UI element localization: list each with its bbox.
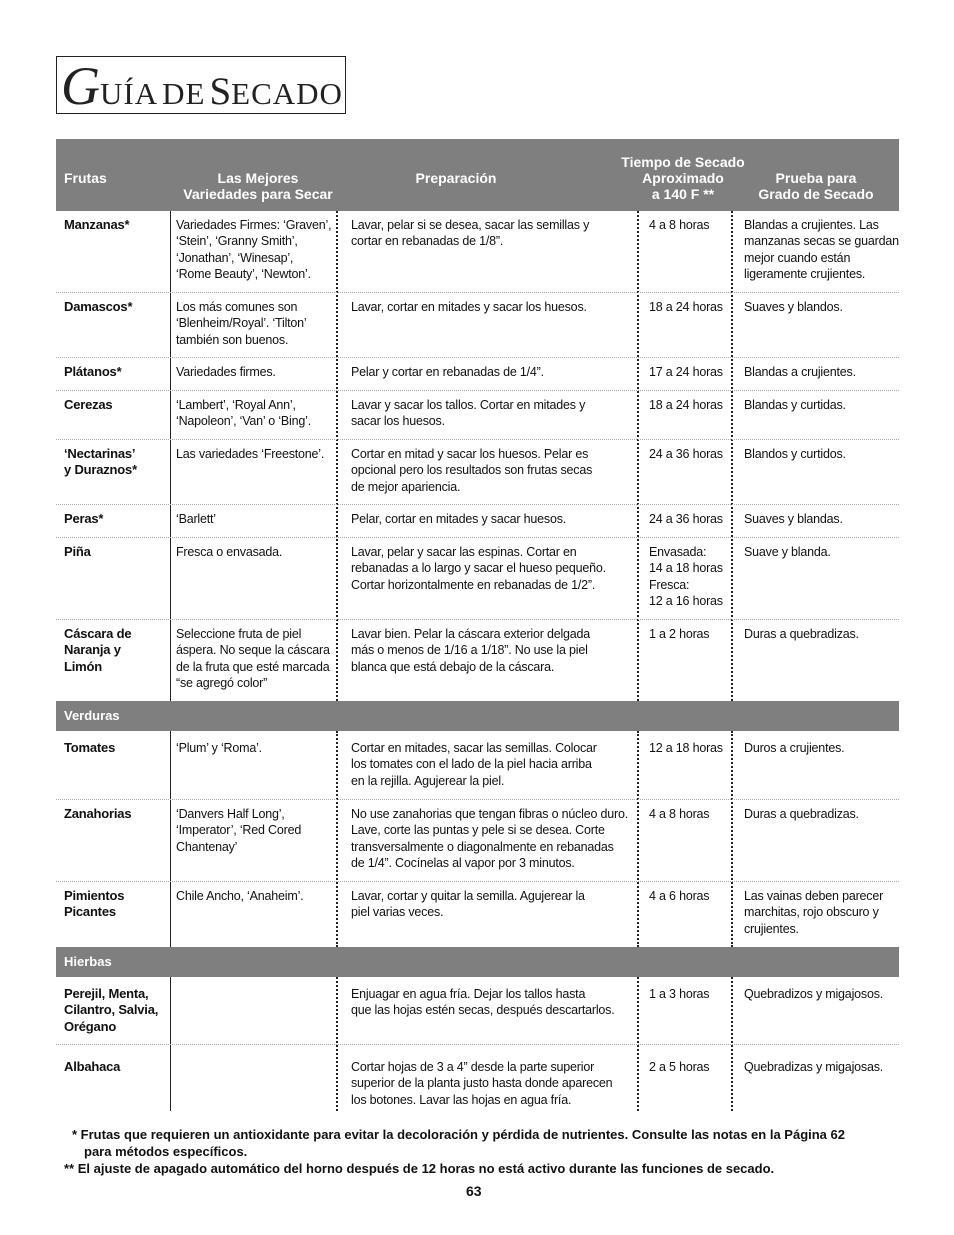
- row-variety: Los más comunes son ‘Blenheim/Royal’. ‘Tilton’ también son buenos.: [176, 300, 307, 347]
- title-s: S: [209, 70, 232, 113]
- row-variety: Chile Ancho, ‘Anaheim’.: [176, 889, 304, 903]
- row-test: Suave y blanda.: [744, 545, 831, 559]
- row-variety: Variedades firmes.: [176, 365, 276, 379]
- row-name: ‘Nectarinas’ y Duraznos*: [64, 446, 137, 478]
- title-uia: UÍA: [100, 76, 159, 111]
- row-separator: [56, 504, 899, 505]
- title-de: DE: [162, 76, 206, 111]
- row-test: Blandas y curtidas.: [744, 398, 846, 412]
- row-time: 2 a 5 horas: [649, 1060, 710, 1074]
- row-preparation: Cortar en mitades, sacar las semillas. Colocar los tomates con el lado de la piel hacia arriba en la rejilla. Agujerear la piel.: [351, 741, 597, 788]
- page-number: 63: [466, 1183, 482, 1199]
- row-preparation: Cortar en mitad y sacar los huesos. Pelar es opcional pero los resultados son frutas secas de mejor apariencia.: [351, 447, 593, 494]
- row-preparation: Lavar, pelar y sacar las espinas. Cortar en rebanadas a lo largo y sacar el hueso pequeño. Cortar horizontalmente en rebanadas de 1/2”.: [351, 545, 606, 592]
- table-header: [56, 139, 899, 211]
- row-variety: ‘Lambert’, ‘Royal Ann’, ‘Napoleon’, ‘Van’ o ‘Bing’.: [176, 398, 311, 429]
- row-test: Suaves y blandas.: [744, 512, 843, 526]
- row-variety: Seleccione fruta de piel áspera. No seque la cáscara de la fruta que esté marcada “se agregó color”: [176, 627, 330, 691]
- row-name: Cerezas: [64, 397, 113, 412]
- row-separator: [56, 292, 899, 293]
- column-divider-dotted: [336, 731, 338, 947]
- row-separator: [56, 390, 899, 391]
- row-test: Suaves y blandos.: [744, 300, 843, 314]
- row-separator: [56, 619, 899, 620]
- column-divider-dotted: [731, 211, 733, 701]
- row-variety: Las variedades ‘Freestone’.: [176, 447, 325, 461]
- row-preparation: Enjuagar en agua fría. Dejar los tallos hasta que las hojas estén secas, después descartarlos.: [351, 987, 615, 1018]
- row-time: 17 a 24 horas: [649, 365, 723, 379]
- row-preparation: Lavar, pelar si se desea, sacar las semillas y cortar en rebanadas de 1/8”.: [351, 218, 590, 249]
- row-separator: [56, 537, 899, 538]
- row-test: Duras a quebradizas.: [744, 627, 859, 641]
- row-preparation: Pelar, cortar en mitades y sacar huesos.: [351, 512, 567, 526]
- header-tiempo: Tiempo de Secado Aproximado a 140 F **: [621, 154, 745, 202]
- row-name: Zanahorias: [64, 806, 132, 821]
- column-divider: [170, 211, 171, 701]
- row-test: Duras a quebradizas.: [744, 807, 859, 821]
- header-variedades: Las Mejores Variedades para Secar: [183, 170, 333, 202]
- column-divider-dotted: [336, 211, 338, 701]
- row-test: Quebradizos y migajosos.: [744, 987, 884, 1001]
- section-hierbas: Hierbas: [56, 947, 899, 977]
- header-prueba: Prueba para Grado de Secado: [758, 170, 874, 202]
- row-test: Blandas a crujientes. Las manzanas secas se guardan mejor cuando están ligeramente crujientes.: [744, 218, 899, 282]
- row-test: Duros a crujientes.: [744, 741, 845, 755]
- row-variety: Fresca o envasada.: [176, 545, 283, 559]
- row-name: Pimientos Picantes: [64, 888, 125, 920]
- row-separator: [56, 881, 899, 882]
- footnote-antioxidant: * Frutas que requieren un antioxidante para evitar la decoloración y pérdida de nutrientes. Consulte las notas en la Página 62: [72, 1127, 845, 1142]
- row-name: Tomates: [64, 740, 116, 755]
- row-preparation: Pelar y cortar en rebanadas de 1/4”.: [351, 365, 544, 379]
- row-name: Plátanos*: [64, 364, 122, 379]
- row-time: 4 a 6 horas: [649, 889, 710, 903]
- row-time: 18 a 24 horas: [649, 398, 723, 412]
- row-time: 4 a 8 horas: [649, 218, 710, 232]
- page-title-box: [56, 56, 346, 114]
- row-time: Envasada: 14 a 18 horas Fresca: 12 a 16 horas: [649, 545, 723, 609]
- row-name: Damascos*: [64, 299, 133, 314]
- row-test: Quebradizas y migajosas.: [744, 1060, 884, 1074]
- section-verduras: Verduras: [56, 701, 899, 731]
- row-separator: [56, 799, 899, 800]
- row-preparation: Lavar, cortar en mitades y sacar los huesos.: [351, 300, 587, 314]
- row-name: Manzanas*: [64, 217, 130, 232]
- drying-guide-table: [56, 139, 899, 1111]
- column-divider-dotted: [637, 211, 639, 701]
- row-test: Blandos y curtidos.: [744, 447, 846, 461]
- row-time: 12 a 18 horas: [649, 741, 723, 755]
- row-name: Perejil, Menta, Cilantro, Salvia, Orégano: [64, 986, 159, 1034]
- row-time: 1 a 2 horas: [649, 627, 710, 641]
- row-preparation: No use zanahorias que tengan fibras o núcleo duro. Lave, corte las puntas y pele si se desea. Corte transversalmente o diagonalmente en rebanadas de 1/4”. Cocínelas al vapor por 3 minutos.: [351, 807, 628, 871]
- row-test: Blandas a crujientes.: [744, 365, 856, 379]
- row-variety: ‘Plum’ y ‘Roma’.: [176, 741, 262, 755]
- header-frutas: Frutas: [64, 170, 107, 186]
- row-name: Albahaca: [64, 1059, 121, 1074]
- column-divider-dotted: [637, 731, 639, 947]
- row-variety: ‘Barlett’: [176, 512, 216, 526]
- column-divider-dotted: [731, 731, 733, 947]
- row-preparation: Lavar bien. Pelar la cáscara exterior delgada más o menos de 1/16 a 1/18”. No use la piel blanca que está debajo de la cáscara.: [351, 627, 591, 674]
- row-preparation: Cortar hojas de 3 a 4” desde la parte superior superior de la planta justo hasta donde aparecen los botones. Lavar las hojas en agua fría.: [351, 1060, 613, 1107]
- column-divider: [170, 731, 171, 947]
- row-test: Las vainas deben parecer marchitas, rojo obscuro y crujientes.: [744, 889, 884, 936]
- row-name: Cáscara de Naranja y Limón: [64, 626, 132, 674]
- footnote-oven-shutoff: ** El ajuste de apagado automático del horno después de 12 horas no está activo durante las funciones de secado.: [64, 1161, 775, 1176]
- row-time: 1 a 3 horas: [649, 987, 710, 1001]
- row-time: 24 a 36 horas: [649, 512, 723, 526]
- footnote-antioxidant-cont: para métodos específicos.: [84, 1144, 248, 1159]
- row-time: 18 a 24 horas: [649, 300, 723, 314]
- row-name: Peras*: [64, 511, 104, 526]
- row-separator: [56, 439, 899, 440]
- row-name: Piña: [64, 544, 91, 559]
- row-preparation: Lavar y sacar los tallos. Cortar en mitades y sacar los huesos.: [351, 398, 586, 429]
- row-time: 24 a 36 horas: [649, 447, 723, 461]
- row-time: 4 a 8 horas: [649, 807, 710, 821]
- row-separator: [56, 357, 899, 358]
- header-preparacion: Preparación: [415, 170, 497, 186]
- row-separator: [56, 1044, 899, 1045]
- row-variety: Variedades Firmes: ‘Graven’, ‘Stein’, ‘Granny Smith’, ‘Jonathan’, ‘Winesap’, ‘Rome Beauty’, ‘Newton’.: [176, 218, 332, 282]
- row-variety: ‘Danvers Half Long’, ‘Imperator’, ‘Red Cored Chantenay’: [176, 807, 302, 854]
- page-title: [61, 56, 343, 116]
- row-preparation: Lavar, cortar y quitar la semilla. Agujerear la piel varias veces.: [351, 889, 585, 920]
- title-g: G: [61, 56, 100, 116]
- title-ecado: ECADO: [231, 76, 343, 111]
